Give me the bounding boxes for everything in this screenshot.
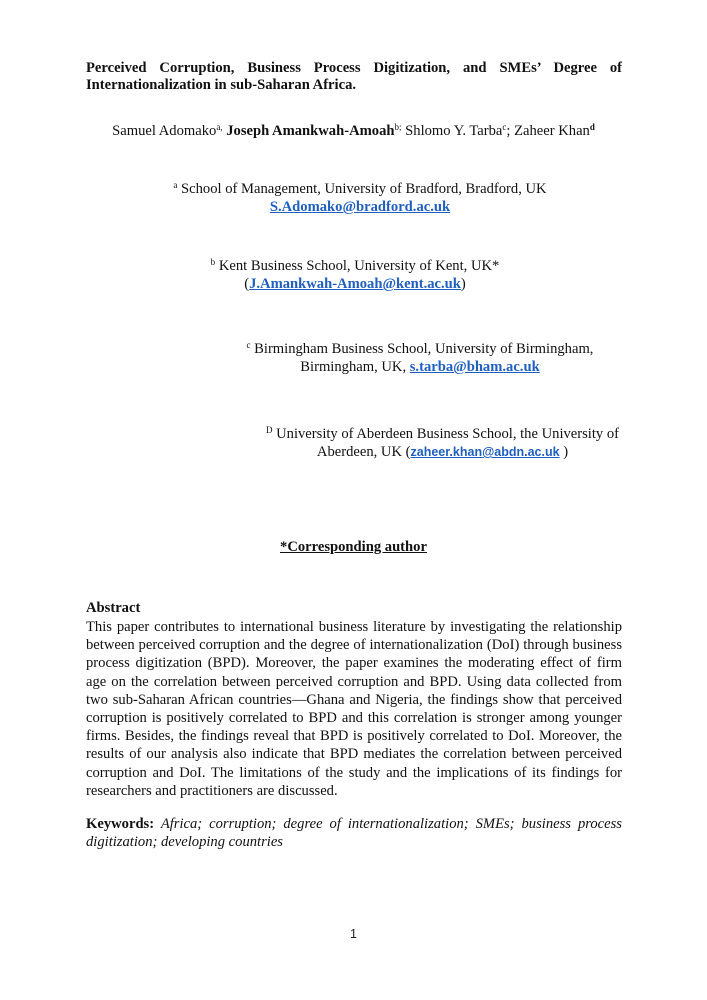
affiliation-marker: a xyxy=(173,180,178,190)
open-paren: ( xyxy=(244,276,250,292)
abstract-text: This paper contributes to international business literature by investigating the relationship between perceived corruption and the degree of internationalization (DoI) through business process digitization (BPD). Moreover, the paper examines the moderating effect of firm age on the correlation between perceived corruption and BPD. Using data collected from two sub-Saharan African countries—Ghana and Nigeria, the findings show that perceived corruption is positively correlated to BPD and this correlation is stronger among younger firms. Besides, the findings reveal that BPD is positively correlated to DoI. Moreover, the results of our analysis also indicate that BPD mediates the correlation between perceived corruption and DoI. The limitations of the study and the implications of its findings for researchers and practitioners are discussed. xyxy=(86,619,622,799)
author-affiliation-marker: c xyxy=(502,122,507,132)
abstract-heading: Abstract xyxy=(86,600,141,616)
affiliation-text: University of Aberdeen Business School, the University of xyxy=(272,426,620,442)
affiliation-a xyxy=(150,180,570,216)
affiliation-text: Birmingham Business School, University of Birmingham, xyxy=(250,341,594,357)
affiliation-text: Kent Business School, University of Kent, UK* xyxy=(215,258,500,274)
author-list xyxy=(0,123,707,140)
email-link-amankwah-amoah[interactable]: J.Amankwah-Amoah@kent.ac.uk xyxy=(249,276,461,292)
affiliation-d xyxy=(250,425,635,461)
author-affiliation-marker: d xyxy=(589,122,595,132)
author-name: Samuel Adomako xyxy=(112,123,217,139)
close-paren: ) xyxy=(559,444,569,460)
title-line-2: Internationalization in sub-Saharan Africa. xyxy=(86,77,357,93)
paper-title xyxy=(86,60,622,94)
keywords-label: Keywords: xyxy=(86,816,155,832)
affiliation-marker: D xyxy=(265,425,273,435)
affiliation-text-cont: Birmingham, UK, xyxy=(300,359,410,375)
affiliation-text-cont: Aberdeen, UK ( xyxy=(316,444,411,460)
author-name: Zaheer Khan xyxy=(514,123,590,139)
author-separator: ; xyxy=(506,123,515,139)
close-paren: ) xyxy=(460,276,466,292)
corresponding-author-label: *Corresponding author xyxy=(280,539,427,555)
affiliation-marker: c xyxy=(246,340,251,350)
keywords xyxy=(86,815,622,852)
author-name: Shlomo Y. Tarba xyxy=(405,123,503,139)
author-affiliation-marker: b; xyxy=(394,122,402,132)
affiliation-text: School of Management, University of Bradford, Bradford, UK xyxy=(177,181,547,197)
email-link-tarba[interactable]: s.tarba@bham.ac.uk xyxy=(409,359,540,375)
page-number: 1 xyxy=(350,927,357,941)
email-link-adomako[interactable]: S.Adomako@bradford.ac.uk xyxy=(269,199,451,215)
title-line-1: Perceived Corruption, Business Process Digitization, and SMEs’ Degree of xyxy=(86,60,622,76)
affiliation-c xyxy=(230,340,610,376)
keywords-list: Africa; corruption; degree of internationalization; SMEs; business process digitization; developing countries xyxy=(86,816,622,851)
author-affiliation-marker: a, xyxy=(216,122,223,132)
author-name-corresponding: Joseph Amankwah-Amoah xyxy=(226,123,395,139)
affiliation-marker: b xyxy=(210,257,216,267)
affiliation-b xyxy=(200,257,510,293)
email-link-khan[interactable]: zaheer.khan@abdn.ac.uk xyxy=(410,445,560,459)
